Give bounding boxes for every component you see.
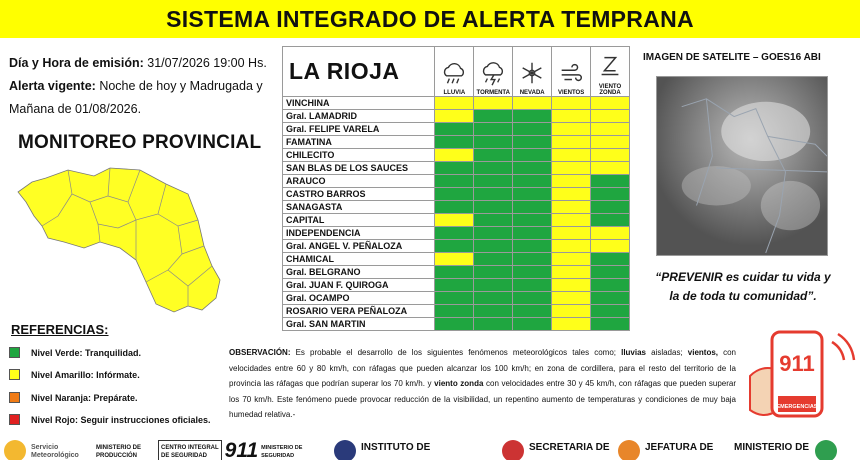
satellite-image [656,76,828,256]
alert-level-nevada [513,292,552,305]
district-row [283,136,630,149]
alert-level-tormenta [474,162,513,175]
district-name: SAN BLAS DE LOS SAUCES [283,162,435,175]
reference-green: Nivel Verde: Tranquilidad. [9,347,141,358]
alert-level-viento-zonda [591,123,630,136]
alert-level-viento-zonda [591,253,630,266]
district-name: CHAMICAL [283,253,435,266]
alert-level-viento-zonda [591,266,630,279]
alert-level-lluvia [435,149,474,162]
institute-logo: INSTITUTO DE [334,440,502,460]
secretariat-logo-icon [502,440,524,460]
district-row [283,149,630,162]
alert-level-lluvia [435,97,474,110]
alert-level-viento-zonda [591,97,630,110]
col-snow: NEVADA [513,47,552,97]
alert-level-viento-zonda [591,214,630,227]
district-row [283,97,630,110]
alert-level-nevada [513,214,552,227]
alert-level-lluvia [435,227,474,240]
secretariat-logo: SECRETARIA DE [502,440,618,460]
district-name: VINCHINA [283,97,435,110]
alert-level-tormenta [474,97,513,110]
alert-level-nevada [513,149,552,162]
district-name: Gral. BELGRANO [283,266,435,279]
alert-level-lluvia [435,279,474,292]
district-row [283,188,630,201]
reference-red: Nivel Rojo: Seguir instrucciones oficiales. [9,414,211,425]
storm-cloud-icon [479,58,507,88]
district-name: CASTRO BARROS [283,188,435,201]
alert-level-vientos [552,240,591,253]
alert-level-tormenta [474,266,513,279]
district-row [283,305,630,318]
alert-level-tormenta [474,149,513,162]
alert-level-vientos [552,227,591,240]
alert-level-nevada [513,136,552,149]
alert-level-lluvia [435,240,474,253]
monitoring-title: MONITOREO PROVINCIAL [18,132,262,153]
alert-level-lluvia [435,136,474,149]
alert-level-viento-zonda [591,162,630,175]
alert-level-nevada [513,162,552,175]
alert-level-viento-zonda [591,305,630,318]
alert-level-vientos [552,279,591,292]
red-swatch [9,414,20,425]
alert-level-viento-zonda [591,136,630,149]
district-row [283,292,630,305]
zonda-wind-icon [596,52,624,82]
alert-level-lluvia [435,110,474,123]
district-row [283,240,630,253]
alert-level-viento-zonda [591,318,630,331]
alert-level-viento-zonda [591,175,630,188]
alert-level-lluvia [435,123,474,136]
alert-level-vientos [552,201,591,214]
headquarters-logo-icon [618,440,640,460]
alert-level-vientos [552,188,591,201]
alert-level-lluvia [435,214,474,227]
district-name: FAMATINA [283,136,435,149]
alert-level-lluvia [435,266,474,279]
alert-level-viento-zonda [591,227,630,240]
emergency-911-badge [740,324,860,432]
col-wind: VIENTOS [552,47,591,97]
headquarters-logo: JEFATURA DE [618,440,734,460]
ministry-logo-icon [815,440,837,460]
district-row [283,266,630,279]
district-name: Gral. LAMADRID [283,110,435,123]
district-row [283,253,630,266]
alert-level-nevada [513,175,552,188]
district-name: SANAGASTA [283,201,435,214]
alert-level-tormenta [474,110,513,123]
security-center-logo: CENTRO INTEGRAL DE SEGURIDAD 911 MINISTERIO DE SEGURIDAD [158,440,334,460]
district-row [283,110,630,123]
alert-level-vientos [552,97,591,110]
alert-level-viento-zonda [591,188,630,201]
district-row [283,279,630,292]
province-map-shape [18,168,220,312]
district-name: Gral. FELIPE VARELA [283,123,435,136]
alert-level-vientos [552,123,591,136]
ministry-logo: MINISTERIO DE [734,440,860,460]
district-name: Gral. ANGEL V. PEÑALOZA [283,240,435,253]
district-row [283,175,630,188]
alert-level-nevada [513,227,552,240]
alert-level-tormenta [474,318,513,331]
alert-level-lluvia [435,305,474,318]
alert-level-vientos [552,110,591,123]
alert-level-viento-zonda [591,201,630,214]
ministry-production-logo: MINISTERIO DE PRODUCCIÓN [96,445,142,459]
header-banner [0,0,860,38]
alert-level-tormenta [474,136,513,149]
alert-level-tormenta [474,201,513,214]
alert-level-nevada [513,240,552,253]
green-swatch [9,347,20,358]
badge-number: 911 [779,351,815,376]
alert-level-viento-zonda [591,149,630,162]
snowflake-icon [518,58,546,88]
alert-level-nevada [513,123,552,136]
smn-logo-icon [4,440,26,460]
alert-level-tormenta [474,240,513,253]
col-storm: TORMENTA [474,47,513,97]
alert-level-nevada [513,318,552,331]
alert-level-nevada [513,305,552,318]
alert-level-vientos [552,253,591,266]
alert-level-vientos [552,266,591,279]
alert-level-lluvia [435,162,474,175]
alert-level-viento-zonda [591,279,630,292]
alert-level-vientos [552,136,591,149]
yellow-swatch [9,369,20,380]
alert-level-lluvia [435,201,474,214]
alert-level-lluvia [435,188,474,201]
district-row [283,162,630,175]
reference-yellow: Nivel Amarillo: Infórmate. [9,369,140,380]
alert-level-vientos [552,175,591,188]
smn-logo: Servicio Meteorológico [0,440,96,460]
district-row [283,214,630,227]
district-name: ARAUCO [283,175,435,188]
alert-level-tormenta [474,305,513,318]
emission-date: Día y Hora de emisión: 31/07/2026 19:00 Hs. [9,56,267,70]
alert-level-viento-zonda [591,292,630,305]
alert-table [282,46,630,331]
emission-info [9,52,277,121]
wind-icon [557,58,585,88]
footer-logos [0,440,860,460]
satellite-title: IMAGEN DE SATELITE – GOES16 ABI [643,52,821,63]
alert-level-tormenta [474,253,513,266]
district-name: CAPITAL [283,214,435,227]
rain-cloud-icon [440,58,468,88]
district-name: Gral. OCAMPO [283,292,435,305]
alert-level-lluvia [435,175,474,188]
district-row [283,227,630,240]
page-title: SISTEMA INTEGRADO DE ALERTA TEMPRANA [166,5,694,32]
alert-level-tormenta [474,279,513,292]
observation-text: OBSERVACIÓN: Es probable el desarrollo de los siguientes fenómenos meteorológicos tales como; lluvias aisladas; vientos, con velocidades entre 60 y 80 km/h, con ráfagas que pueden alcanzar los 100 km/h; en zona de cordillera, para el resto del territorio de la provincia las ráfagas que podrían superar los 70 km/h. y viento zonda con velocidades entre 30 y 45 km/h, con ráfagas que pueden superar los 70 km/h. Este fenómeno puede provocar reducción de la visibilidad, un repentino aumento de temperaturas y condiciones de muy baja humedad relativa.- [229,348,736,419]
alert-level-tormenta [474,123,513,136]
badge-label: EMERGENCIAS [776,404,818,410]
alert-level-lluvia [435,292,474,305]
alert-level-vientos [552,149,591,162]
alert-level-vientos [552,214,591,227]
district-name: Gral. SAN MARTIN [283,318,435,331]
alert-level-tormenta [474,188,513,201]
alert-level-vientos [552,318,591,331]
province-map [6,162,238,320]
alert-level-viento-zonda [591,240,630,253]
institute-logo-icon [334,440,356,460]
province-name: LA RIOJA [283,47,435,97]
orange-swatch [9,392,20,403]
district-row [283,318,630,331]
alert-level-nevada [513,110,552,123]
alert-level-vientos [552,305,591,318]
reference-orange: Nivel Naranja: Prepárate. [9,392,138,403]
district-name: Gral. JUAN F. QUIROGA [283,279,435,292]
references-title: REFERENCIAS: [11,322,109,337]
alert-level-vientos [552,292,591,305]
alert-level-nevada [513,266,552,279]
alert-level-tormenta [474,227,513,240]
alert-level-lluvia [435,253,474,266]
alert-level-nevada [513,279,552,292]
alert-level-viento-zonda [591,110,630,123]
alert-level-tormenta [474,292,513,305]
alert-validity: Alerta vigente: Noche de hoy y Madrugada y Mañana de 01/08/2026. [9,79,263,116]
district-name: CHILECITO [283,149,435,162]
district-row [283,201,630,214]
alert-level-nevada [513,253,552,266]
alert-level-vientos [552,162,591,175]
alert-level-tormenta [474,214,513,227]
motto: “PREVENIR es cuidar tu vida y la de toda tu comunidad”. [655,270,831,303]
district-row [283,123,630,136]
alert-level-lluvia [435,318,474,331]
col-zonda: VIENTO ZONDA [591,47,630,97]
col-rain: LLUVIA [435,47,474,97]
alert-level-nevada [513,188,552,201]
alert-level-nevada [513,201,552,214]
alert-level-tormenta [474,175,513,188]
alert-level-nevada [513,97,552,110]
district-name: INDEPENDENCIA [283,227,435,240]
district-name: ROSARIO VERA PEÑALOZA [283,305,435,318]
